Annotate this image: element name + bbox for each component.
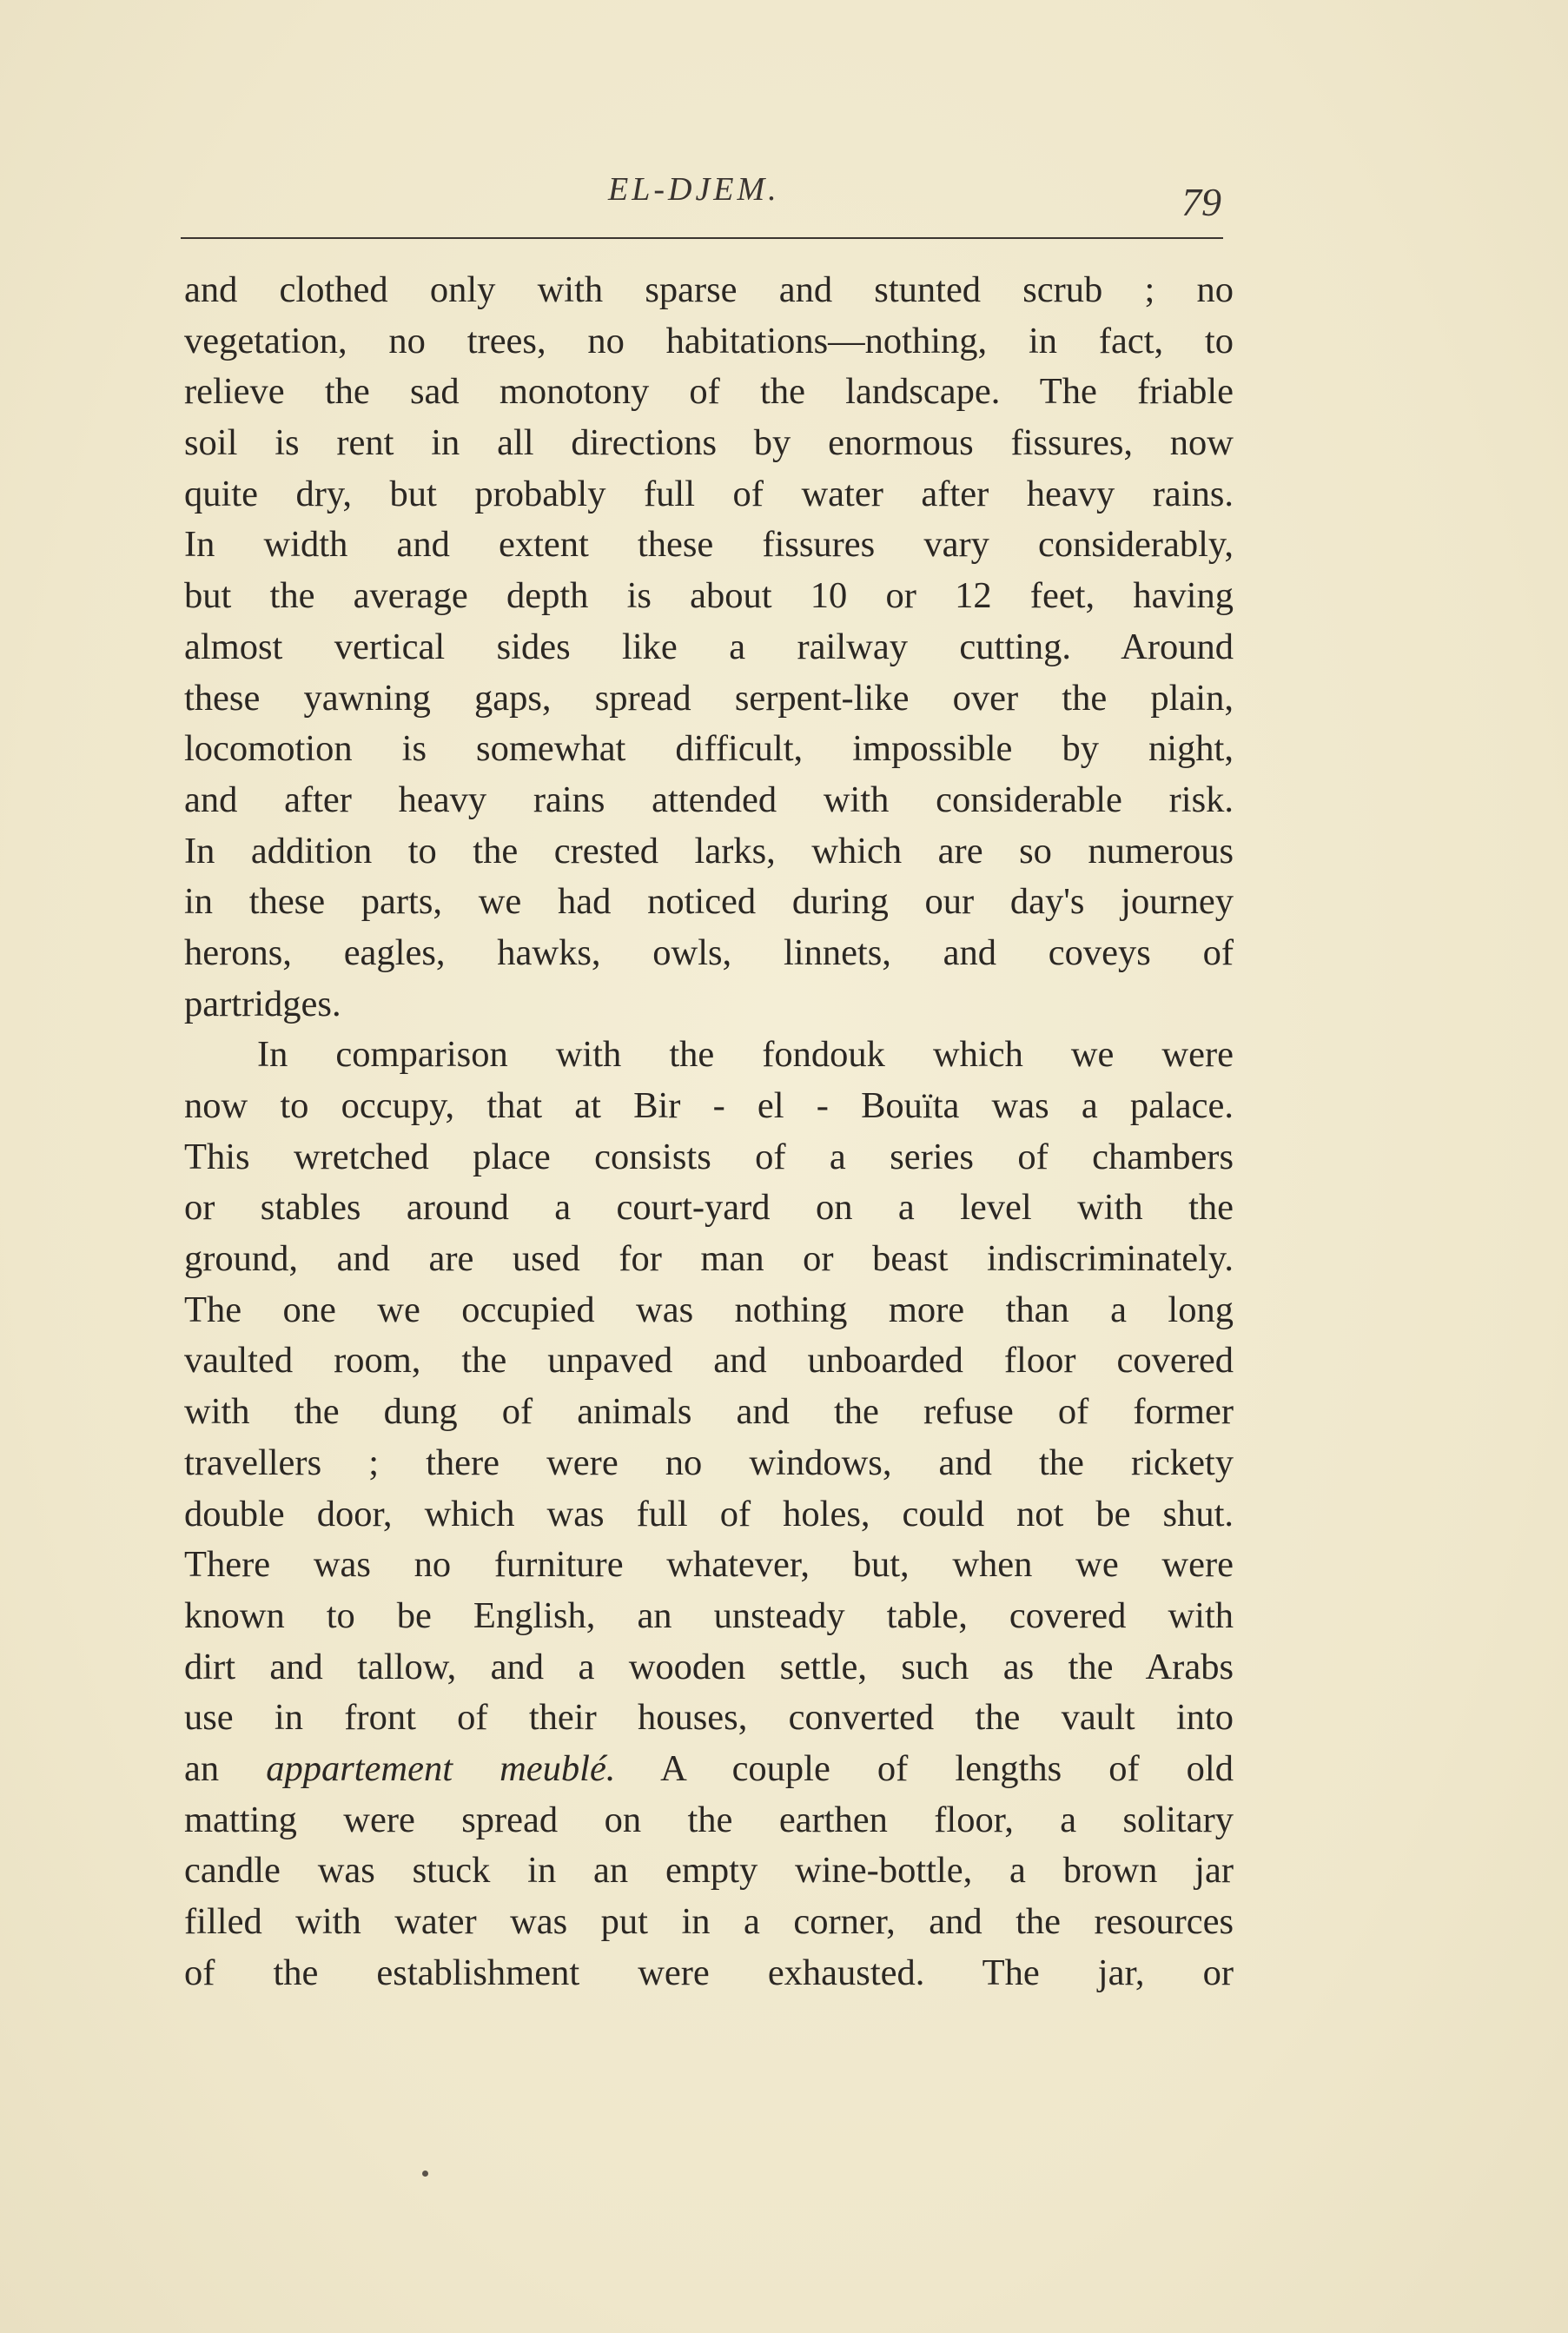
italic-phrase: appartement meublé. — [266, 1747, 616, 1789]
text-line: vegetation, no trees, no habitations—nothing, in fact, to — [184, 320, 1234, 361]
text-line: of the establishment were exhausted. The jar, or — [184, 1952, 1234, 1993]
text-line: vaulted room, the unpaved and unboarded floor covered — [184, 1340, 1234, 1382]
text-line: candle was stuck in an empty wine-bottle, a brown jar — [184, 1850, 1234, 1892]
body-text — [184, 265, 1234, 1998]
text-line: double door, which was full of holes, could not be shut. — [184, 1493, 1234, 1534]
text-line: in these parts, we had noticed during our day's journey — [184, 881, 1234, 923]
text-line: relieve the sad monotony of the landscape. The friable — [184, 371, 1234, 413]
text-line: dirt and tallow, and a wooden settle, such as the Arabs — [184, 1646, 1234, 1687]
text-line: filled with water was put in a corner, and the resources — [184, 1901, 1234, 1942]
text-line: and after heavy rains attended with considerable risk. — [184, 779, 1234, 820]
text-line: In comparison with the fondouk which we were — [257, 1034, 1234, 1076]
text-line: or stables around a court-yard on a level with the — [184, 1187, 1234, 1229]
text-line: soil is rent in all directions by enormous fissures, now — [184, 422, 1234, 464]
text-line: known to be English, an unsteady table, covered with — [184, 1594, 1234, 1636]
text-line: partridges. — [184, 983, 341, 1024]
text-line: now to occupy, that at Bir - el - Bouïta was a palace. — [184, 1085, 1234, 1126]
text-run: A couple of lengths of old — [615, 1747, 1234, 1789]
text-line: quite dry, but probably full of water after heavy rains. — [184, 473, 1234, 514]
text-line: locomotion is somewhat difficult, impossible by night, — [184, 728, 1234, 770]
text-line: use in front of their houses, converted the vault into — [184, 1697, 1234, 1739]
text-line: almost vertical sides like a railway cutting. Around — [184, 626, 1234, 667]
text-line-with-italic — [184, 1744, 1234, 1795]
text-line: There was no furniture whatever, but, when we were — [184, 1544, 1234, 1586]
text-line: and clothed only with sparse and stunted scrub ; no — [184, 269, 1234, 310]
text-run: an — [184, 1747, 267, 1789]
text-line: This wretched place consists of a series of chambers — [184, 1136, 1234, 1177]
paper-speck — [422, 2171, 428, 2177]
text-line: but the average depth is about 10 or 12 feet, having — [184, 575, 1234, 617]
text-line: The one we occupied was nothing more than a long — [184, 1289, 1234, 1330]
text-line: with the dung of animals and the refuse of former — [184, 1391, 1234, 1433]
running-title: EL-DJEM. — [608, 171, 780, 208]
text-line: these yawning gaps, spread serpent-like over the plain, — [184, 677, 1234, 719]
page-number: 79 — [1181, 180, 1221, 224]
text-line: travellers ; there were no windows, and the rickety — [184, 1442, 1234, 1483]
text-line: matting were spread on the earthen floor, a solitary — [184, 1799, 1234, 1840]
text-line: In width and extent these fissures vary considerably, — [184, 524, 1234, 566]
text-line: herons, eagles, hawks, owls, linnets, and coveys of — [184, 931, 1234, 973]
text-line: ground, and are used for man or beast indiscriminately. — [184, 1238, 1234, 1280]
text-line: In addition to the crested larks, which are so numerous — [184, 830, 1234, 872]
header-rule — [181, 237, 1223, 239]
